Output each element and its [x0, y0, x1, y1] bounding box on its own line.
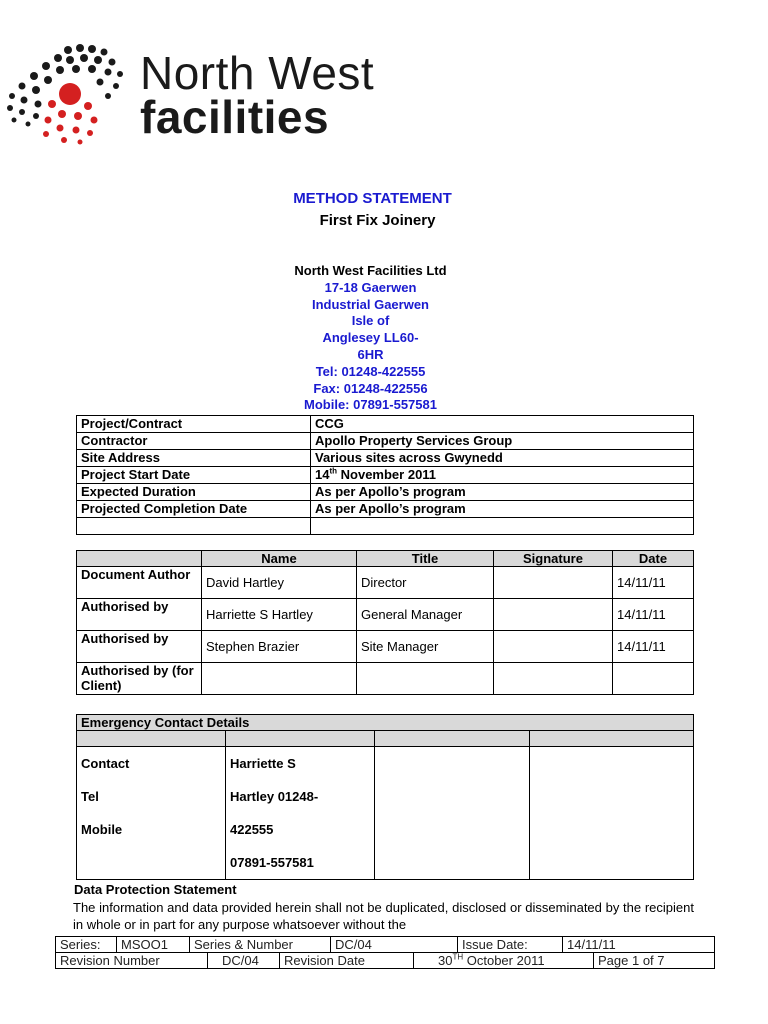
site-address-label: Site Address [77, 450, 311, 467]
emergency-contact-table [76, 714, 694, 880]
project-details-table [76, 415, 694, 535]
phone-line: Tel: 01248-422555 [315, 363, 426, 379]
table-row [77, 663, 694, 695]
address-line: 6HR [357, 346, 384, 362]
date-cell: 14/11/11 [613, 631, 694, 663]
title-cell: General Manager [357, 599, 494, 631]
empty-cell [226, 731, 375, 747]
address-line: 17-18 Gaerwen [324, 279, 417, 295]
emergency-header: Emergency Contact Details [77, 715, 694, 731]
completion-date-label: Projected Completion Date [77, 501, 311, 518]
table-header-row [77, 551, 694, 567]
table-row [77, 599, 694, 631]
column-header: Title [357, 551, 494, 567]
column-header: Date [613, 551, 694, 567]
table-row [77, 433, 694, 450]
table-row [77, 747, 694, 880]
mobile-label: Mobile [81, 822, 123, 837]
column-header: Signature [494, 551, 613, 567]
row-label: Authorised by [77, 631, 202, 663]
page-number: Page 1 of 7 [598, 953, 665, 968]
contact-values [226, 747, 375, 880]
table-row [77, 501, 694, 518]
title-cell: Director [357, 567, 494, 599]
data-protection-title: Data Protection Statement [74, 882, 237, 897]
empty-cell [375, 747, 530, 880]
contact-value-line: Harriette S [230, 756, 296, 771]
signature-cell [494, 567, 613, 599]
issue-date-value: 14/11/11 [563, 937, 715, 953]
duration-label: Expected Duration [77, 484, 311, 501]
table-subheader-row [77, 731, 694, 747]
row-label: Document Author [77, 567, 202, 599]
series-number-label: Series & Number [190, 937, 331, 953]
table-row [77, 467, 694, 484]
date-cell: 14/11/11 [613, 599, 694, 631]
empty-cell [311, 518, 694, 535]
address-line: Anglesey LL60- [322, 330, 419, 346]
date-cell: 14/11/11 [613, 567, 694, 599]
address-line: Isle of [351, 313, 390, 329]
table-row [77, 484, 694, 501]
name-cell: Harriette S Hartley [202, 599, 357, 631]
logo-text-facilities: facilities [140, 91, 330, 143]
logo-text-north-west: North West [140, 47, 375, 99]
tel-label: Tel [81, 789, 99, 804]
empty-cell [530, 747, 694, 880]
table-row [77, 518, 694, 535]
series-label: Series: [56, 937, 117, 953]
date-cell [613, 663, 694, 695]
completion-date-value: As per Apollo’s program [311, 501, 694, 518]
contact-value-line: 422555 [230, 822, 274, 837]
company-name: North West Facilities Ltd [294, 263, 447, 278]
footer-row2 [56, 953, 715, 969]
signoff-table [76, 550, 694, 695]
start-date-label: Project Start Date [77, 467, 311, 484]
contractor-label: Contractor [77, 433, 311, 450]
column-header: Name [202, 551, 357, 567]
document-footer [55, 936, 715, 969]
empty-cell [77, 731, 226, 747]
title-cell: Site Manager [357, 631, 494, 663]
row-label: Authorised by [77, 599, 202, 631]
project-value: CCG [311, 416, 694, 433]
name-cell: Stephen Brazier [202, 631, 357, 663]
address-line: Industrial Gaerwen [311, 296, 430, 312]
fax-line: Fax: 01248-422556 [313, 380, 428, 396]
mobile-line: Mobile: 07891-557581 [304, 397, 437, 413]
revision-date-label: Revision Date [280, 953, 414, 968]
footer-row [56, 953, 715, 969]
project-label: Project/Contract [77, 416, 311, 433]
name-cell [202, 663, 357, 695]
contractor-value: Apollo Property Services Group [311, 433, 694, 450]
table-row [77, 631, 694, 663]
title-cell [357, 663, 494, 695]
site-address-value: Various sites across Gwynedd [311, 450, 694, 467]
revision-date-value: 30TH October 2011 [414, 953, 594, 968]
contact-value-line: Hartley 01248- [230, 789, 319, 804]
signature-cell [494, 631, 613, 663]
empty-cell [530, 731, 694, 747]
table-row [77, 416, 694, 433]
document-title: METHOD STATEMENT [293, 190, 452, 207]
name-cell: David Hartley [202, 567, 357, 599]
table-row [77, 567, 694, 599]
document-subtitle: First Fix Joinery [319, 212, 436, 229]
contact-value-line: 07891-557581 [230, 855, 314, 870]
row-label: Authorised by (for Client) [77, 663, 202, 695]
table-header-row [77, 715, 694, 731]
table-row [77, 450, 694, 467]
contact-label: Contact [81, 756, 130, 771]
signature-cell [494, 663, 613, 695]
column-header [77, 551, 202, 567]
revision-number-label: Revision Number [56, 953, 208, 968]
footer-row [56, 937, 715, 953]
data-protection-text: The information and data provided herein shall not be duplicated, disclosed or disseminated by the recipient in whole or in part for any purpose whatsoever without the [73, 900, 694, 932]
empty-cell [375, 731, 530, 747]
series-value: MSOO1 [117, 937, 190, 953]
signature-cell [494, 599, 613, 631]
series-number-value: DC/04 [331, 937, 458, 953]
empty-cell [77, 518, 311, 535]
logo-dots-icon [0, 38, 140, 148]
duration-value: As per Apollo’s program [311, 484, 694, 501]
issue-date-label: Issue Date: [458, 937, 563, 953]
contact-labels [77, 747, 226, 880]
company-address-block [0, 263, 741, 414]
start-date-value: 14th November 2011 [311, 467, 694, 484]
revision-number-value: DC/04 [208, 953, 280, 968]
